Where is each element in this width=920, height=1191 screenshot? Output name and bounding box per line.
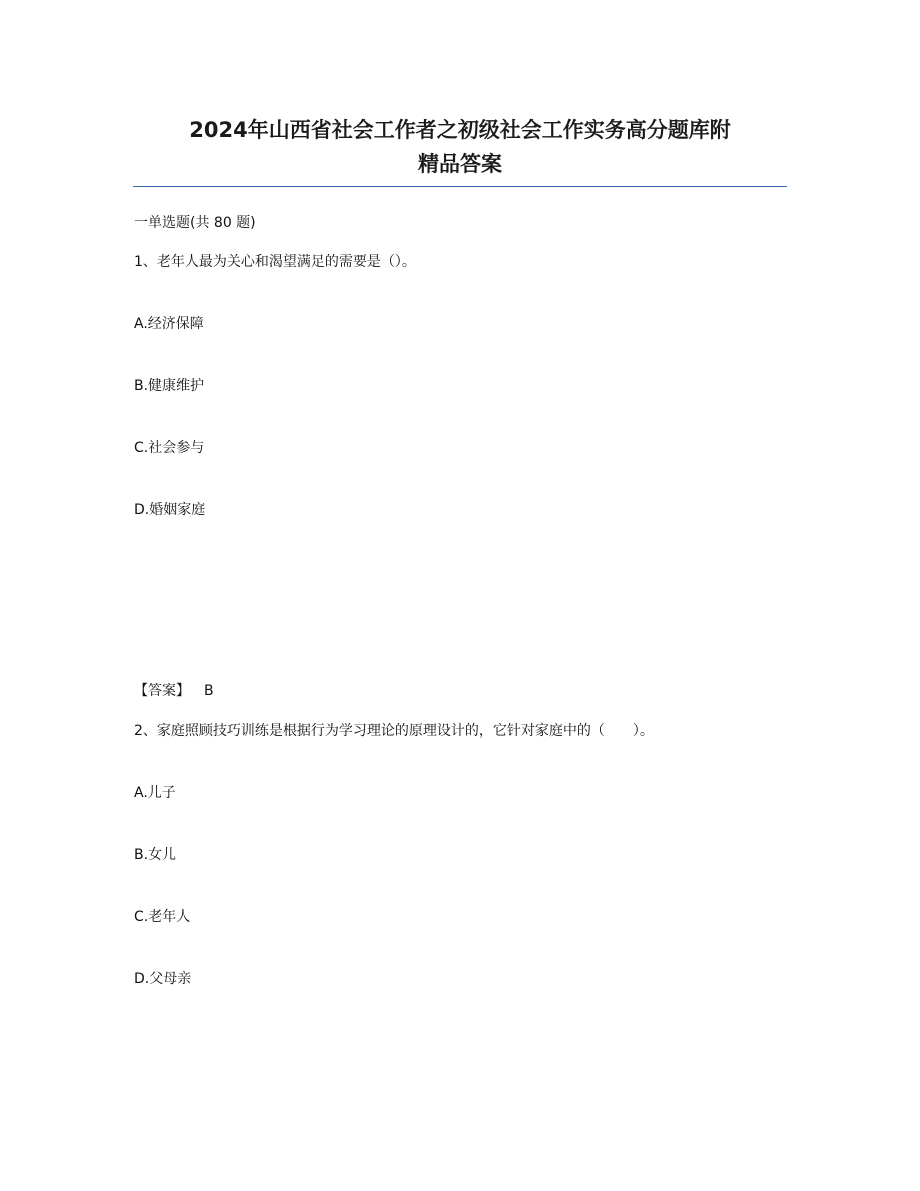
answer-value: B: [204, 683, 214, 699]
question-2-option-b: B.女儿: [134, 847, 177, 863]
document-title: [110, 113, 810, 181]
section-label: 一单选题(共 80 题): [134, 215, 256, 231]
question-2-option-c: C.老年人: [134, 909, 191, 925]
document-title-line-2: 精品答案: [418, 152, 502, 176]
question-2-option-a: A.儿子: [134, 785, 176, 801]
question-1-answer: [134, 681, 214, 701]
question-1-option-d: D.婚姻家庭: [134, 502, 206, 518]
question-2-option-d: D.父母亲: [134, 971, 192, 987]
document-title-line-1: 2024年山西省社会工作者之初级社会工作实务高分题库附: [189, 118, 731, 142]
answer-label: 【答案】: [134, 683, 190, 699]
question-1-option-c: C.社会参与: [134, 440, 205, 456]
question-1-option-b: B.健康维护: [134, 378, 205, 394]
title-divider: [133, 186, 787, 187]
question-1-option-a: A.经济保障: [134, 316, 204, 332]
question-1-text: 1、老年人最为关心和渴望满足的需要是（）。: [134, 254, 416, 270]
question-2-text: 2、家庭照顾技巧训练是根据行为学习理论的原理设计的，它针对家庭中的（ ）。: [134, 723, 654, 739]
